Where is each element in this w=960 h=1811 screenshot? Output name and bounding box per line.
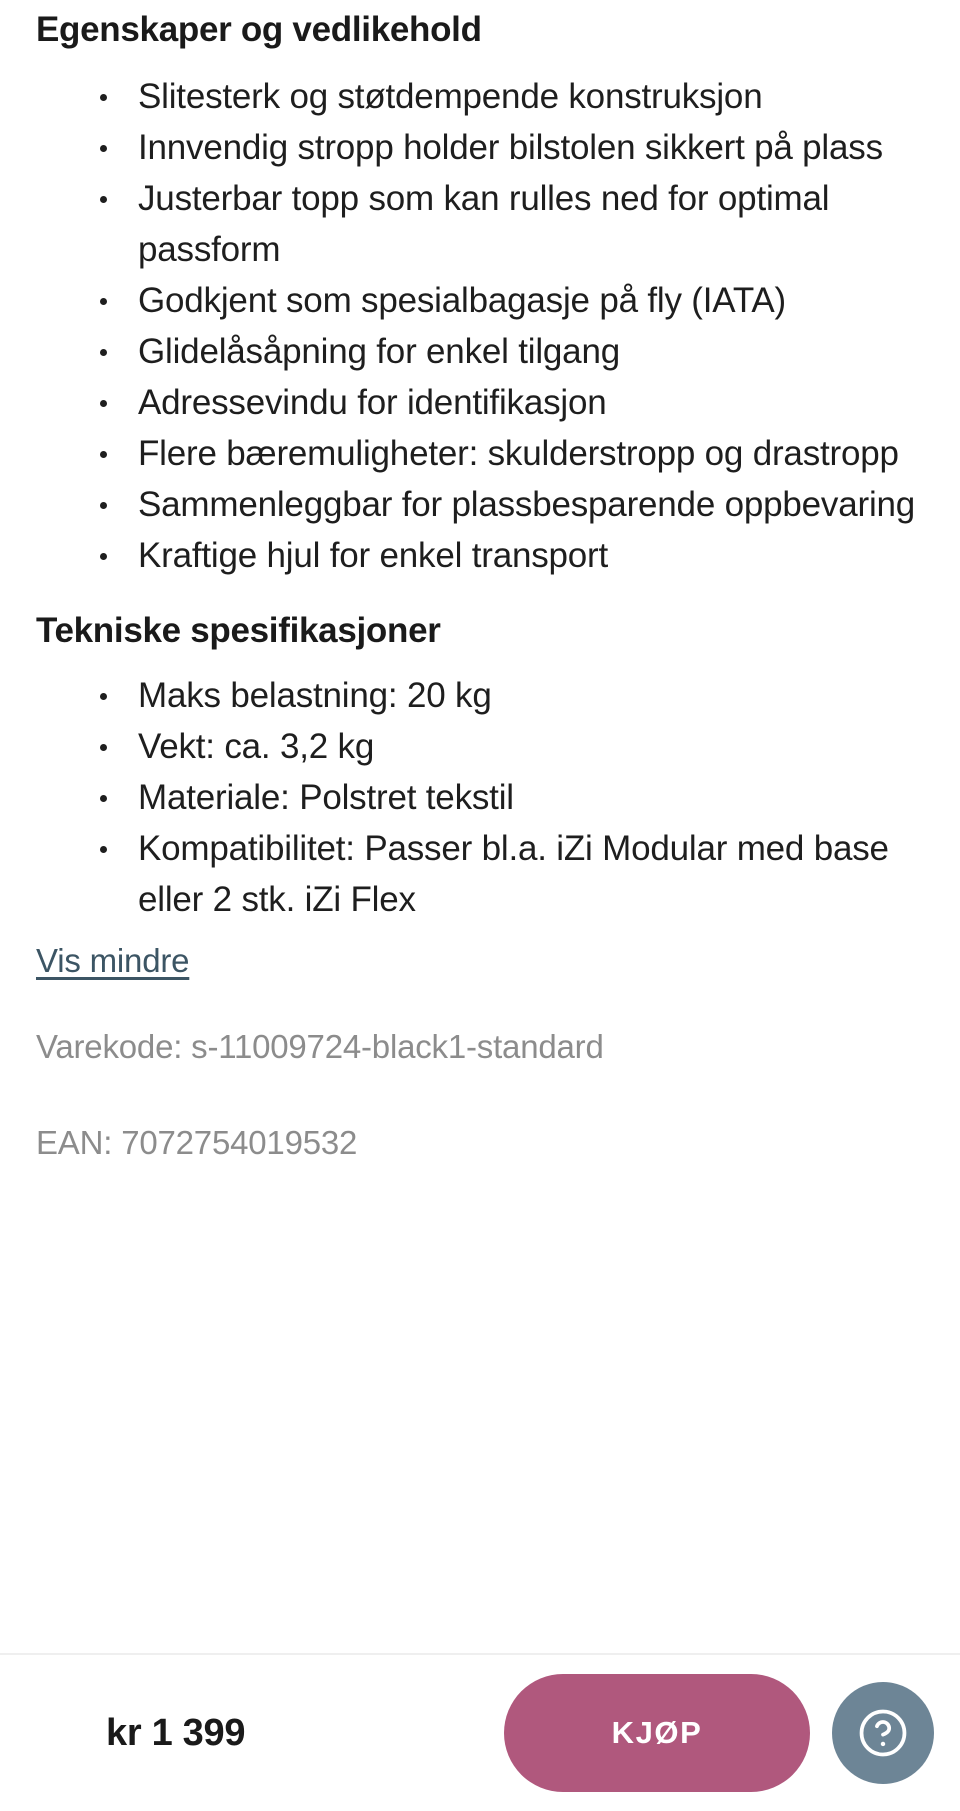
- buy-button[interactable]: KJØP: [504, 1674, 810, 1792]
- ean-code: EAN: 7072754019532: [36, 1124, 358, 1161]
- list-item: Materiale: Polstret tekstil: [36, 772, 924, 823]
- help-button[interactable]: [832, 1682, 934, 1784]
- list-item: Kompatibilitet: Passer bl.a. iZi Modular med base eller 2 stk. iZi Flex: [36, 823, 924, 925]
- show-less-wrapper: [36, 939, 924, 983]
- list-item: Slitesterk og støtdempende konstruksjon: [36, 71, 924, 122]
- list-item: Godkjent som spesialbagasje på fly (IATA): [36, 275, 924, 326]
- features-section-title: Egenskaper og vedlikehold: [36, 10, 482, 49]
- product-code: Varekode: s-11009724-black1-standard: [36, 1028, 604, 1065]
- list-item: Vekt: ca. 3,2 kg: [36, 721, 924, 772]
- list-item: Kraftige hjul for enkel transport: [36, 530, 924, 581]
- features-list: [36, 71, 924, 581]
- specs-section-title: Tekniske spesifikasjoner: [36, 611, 441, 650]
- list-item: Innvendig stropp holder bilstolen sikkert på plass: [36, 122, 924, 173]
- price-label: kr 1 399: [106, 1711, 246, 1754]
- list-item: Flere bæremuligheter: skulderstropp og drastropp: [36, 428, 924, 479]
- question-mark-circle-icon: [855, 1705, 911, 1761]
- sticky-purchase-bar: [0, 1653, 960, 1811]
- list-item: Justerbar topp som kan rulles ned for optimal passform: [36, 173, 924, 275]
- list-item: Sammenleggbar for plassbesparende oppbevaring: [36, 479, 924, 530]
- list-item: Glidelåsåpning for enkel tilgang: [36, 326, 924, 377]
- list-item: Maks belastning: 20 kg: [36, 670, 924, 721]
- specs-list: [36, 670, 924, 925]
- list-item: Adressevindu for identifikasjon: [36, 377, 924, 428]
- show-less-link[interactable]: Vis mindre: [36, 942, 190, 979]
